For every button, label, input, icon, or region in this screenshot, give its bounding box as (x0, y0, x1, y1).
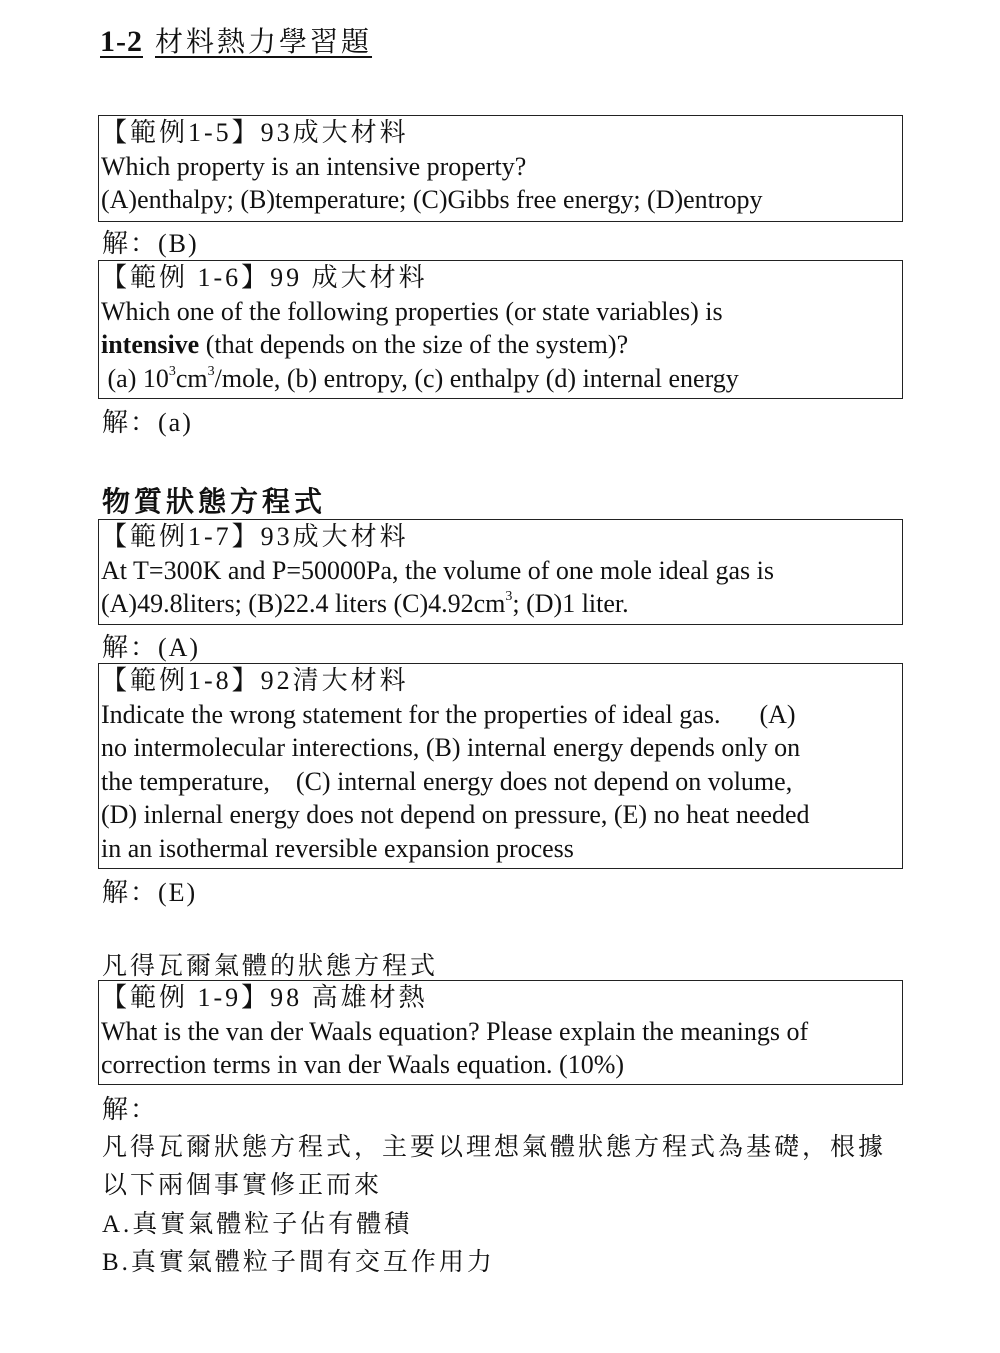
example-1-7-answer: 解：(A) (102, 633, 201, 662)
example-1-6-options (101, 362, 900, 396)
example-1-8-answer: 解：(E) (102, 878, 198, 907)
example-1-5-box (98, 115, 903, 222)
example-1-7-box (98, 519, 903, 625)
example-1-5-title: 【範例1-5】93成大材料 (101, 118, 409, 147)
opt-rest: ; (D)1 liter. (512, 589, 629, 618)
example-1-6-title: 【範例 1-6】99 成大材料 (101, 263, 428, 292)
explanation-line4: B.真實氣體粒子間有交互作用力 (102, 1249, 495, 1276)
example-1-6-answer: 解：(a) (102, 408, 193, 437)
example-1-5-answer: 解：(B) (102, 229, 199, 258)
example-1-9-box (98, 980, 903, 1085)
opt-a-unit: cm (175, 363, 208, 393)
sup-3: 3 (168, 363, 176, 379)
example-1-7-question: At T=300K and P=50000Pa, the volume of one mole ideal gas is (101, 555, 774, 585)
example-1-7-title: 【範例1-7】93成大材料 (101, 522, 409, 551)
example-1-9-answer: 解： (102, 1095, 159, 1124)
example-1-8-title: 【範例1-8】92清大材料 (101, 666, 409, 695)
example-1-9-line2: correction terms in van der Waals equation. (10%) (101, 1050, 625, 1079)
page-heading (100, 20, 372, 60)
heading-text: 材料熱力學習題 (155, 27, 373, 58)
example-1-8-box (98, 663, 903, 869)
explanation-line3: A.真實氣體粒子佔有體積 (102, 1211, 413, 1238)
example-1-8-line2: no intermolecular interections, (B) internal energy depends only on (101, 733, 801, 762)
sup-3: 3 (505, 589, 513, 604)
example-1-9-line1: What is the van der Waals equation? Please explain the meanings of (101, 1016, 809, 1046)
intensive-bold: intensive (101, 330, 200, 359)
section-title-van-der-waals: 凡得瓦爾氣體的狀態方程式 (102, 953, 439, 980)
sup-3b: 3 (207, 363, 215, 379)
example-1-8-line5: in an isothermal reversible expansion process (101, 833, 574, 863)
opt-rest: /mole, (b) entropy, (c) enthalpy (d) internal energy (214, 363, 739, 393)
section-title-state-equation: 物質狀態方程式 (102, 487, 327, 518)
example-1-5-question: Which property is an intensive property? (101, 151, 527, 181)
explanation-line1: 凡得瓦爾狀態方程式，主要以理想氣體狀態方程式為基礎，根據 (102, 1134, 887, 1161)
opt-text: (A)49.8liters; (B)22.4 liters (C)4.92cm (101, 589, 506, 618)
example-1-5-options: (A)enthalpy; (B)temperature; (C)Gibbs free energy; (D)entropy (101, 185, 763, 214)
example-1-6-question-line2 (101, 328, 900, 362)
example-1-7-options (101, 587, 900, 621)
example-1-8-line4: (D) inlernal energy does not depend on pressure, (E) no heat needed (101, 800, 810, 829)
example-1-6-box (98, 260, 903, 399)
opt-a-text: (a) 10 (101, 363, 169, 393)
example-1-8-line1: Indicate the wrong statement for the properties of ideal gas. (A) (101, 699, 796, 729)
example-1-6-line2-rest: (that depends on the size of the system)? (199, 330, 629, 359)
explanation-line2: 以下兩個事實修正而來 (102, 1172, 383, 1199)
example-1-9-title: 【範例 1-9】98 高雄材熱 (101, 983, 428, 1012)
example-1-8-line3: the temperature, (C) internal energy does not depend on volume, (101, 766, 793, 796)
heading-number: 1-2 (100, 25, 143, 58)
example-1-6-question-line1: Which one of the following properties (or state variables) is (101, 296, 723, 326)
